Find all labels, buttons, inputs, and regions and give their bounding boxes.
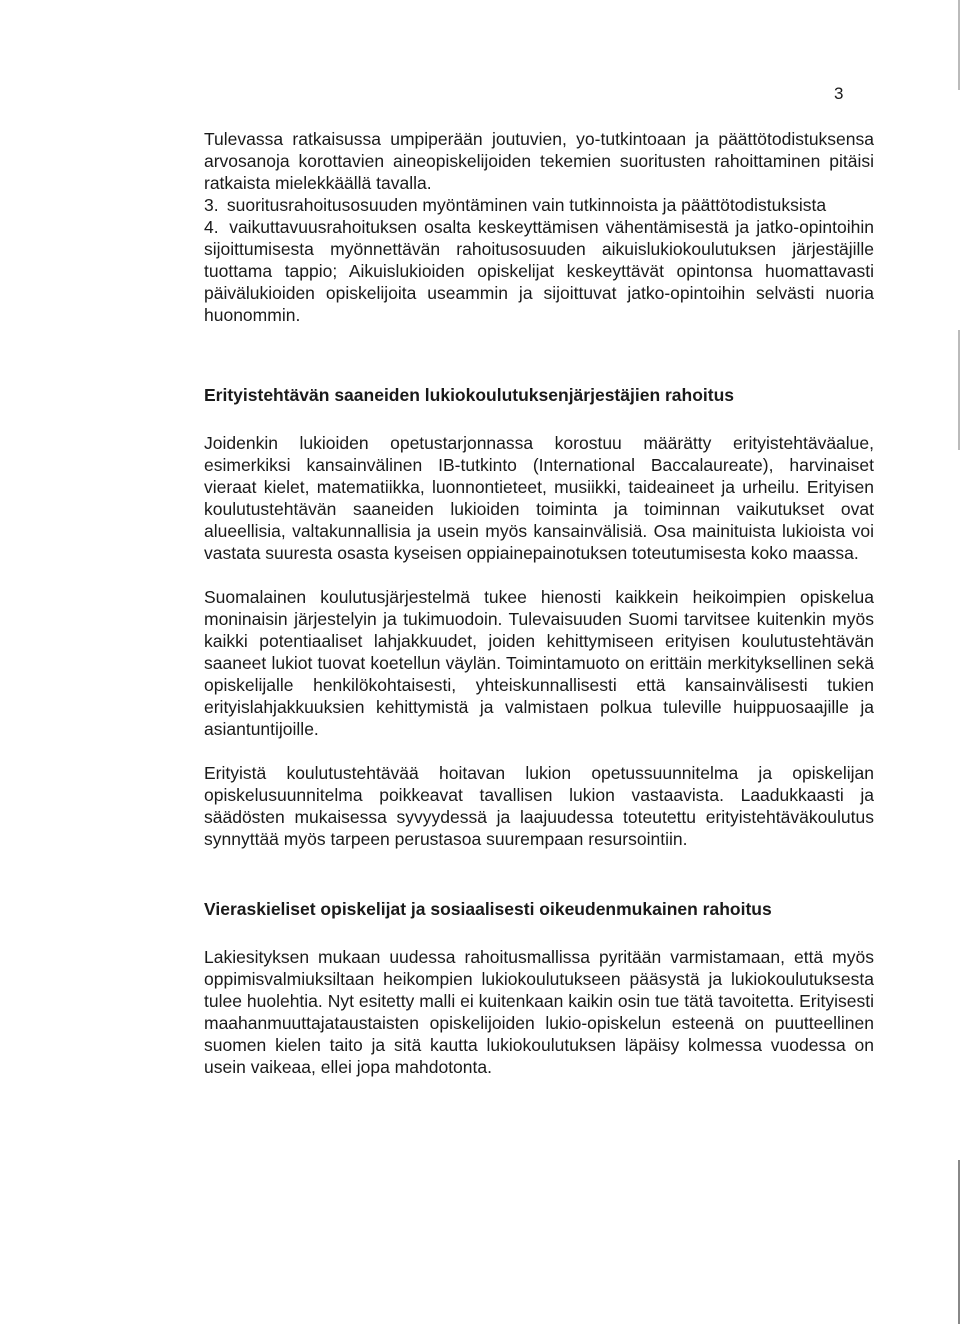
- intro-paragraph: Tulevassa ratkaisussa umpiperään joutuvien, yo-tutkintoaan ja päättötodistuksensa arvosanoja korottavien aineopiskelijoiden tekemien suoritusten rahoittaminen pitäisi ratkaista mielekkäällä tavalla.: [204, 129, 874, 193]
- list-item: [204, 194, 874, 216]
- section-paragraph: Erityistä koulutustehtävää hoitavan lukion opetussuunnitelma ja opiskelijan opiskelusuunnitelma poikkeavat tavallisen lukion vastaavista. Laadukkaasti ja säädösten mukaisessa syvyydessä ja laajuudessa toteutettu erityistehtäväkoulutus synnyttää myös tarpeen perustasoa suurempaan resursointiin.: [204, 763, 874, 849]
- list-item-text: vaikuttavuusrahoituksen osalta keskeyttämisen vähentämisestä ja jatko-opintoihin sijoittumisesta myönnettävän rahoitusosuuden aikuislukiokoulutuksen järjestäjille tuottama tappio; Aikuislukioiden opiskelijat keskeyttävät opintonsa huomattavasti päivälukioiden opiskelijoita useammin ja sijoittuvat jatko-opintoihin selvästi nuoria huonommin.: [204, 217, 875, 325]
- list-item: [204, 216, 874, 326]
- section-paragraph: Joidenkin lukioiden opetustarjonnassa korostuu määrätty erityistehtäväalue, esimerkiksi kansainvälinen IB-tutkinto (International Baccalaureate), harvinaiset vieraat kielet, matematiikka, luonnontieteet, musiikki, taideaineet ja urheilu. Erityisen koulutustehtävän saaneiden lukioiden toiminta ja toiminnan vaikutukset ovat alueellisia, valtakunnallisia ja usein myös kansainvälisiä. Osa mainituista lukioista voi vastata suuresta osasta kyseisen oppiainepainotuksen toteutumisesta koko maassa.: [204, 433, 874, 563]
- section-paragraph: Lakiesityksen mukaan uudessa rahoitusmallissa pyritään varmistamaan, että myös oppimisvalmiuksiltaan heikompien lukiokoulutukseen pääsystä ja lukiokoulutuksesta tulee huolehtia. Nyt esitetty malli ei kuitenkaan kaikin osin tue tätä tavoitetta. Erityisesti maahanmuuttajataustaisten opiskelijoiden lukio-opiskelun esteenä on puutteellinen suomen kielen taito ja sitä kautta lukiokoulutuksen läpäisy kolmessa vuodessa on usein vaikeaa, ellei jopa mahdotonta.: [204, 947, 874, 1077]
- section-heading: Vieraskieliset opiskelijat ja sosiaalisesti oikeudenmukainen rahoitus: [204, 899, 772, 919]
- section-heading: Erityistehtävän saaneiden lukiokoulutuksenjärjestäjien rahoitus: [204, 385, 735, 405]
- section-paragraph: Suomalainen koulutusjärjestelmä tukee hienosti kaikkein heikoimpien opiskelua moninaisin järjestelyin ja tukimuodoin. Tulevaisuuden Suomi tarvitsee kuitenkin myös kaikki potentiaaliset lahjakkuudet, joiden kehittymiseen erityisen koulutustehtävän saaneet lukiot tuovat koetellun väylän. Toimintamuoto on erittäin merkityksellinen sekä opiskelijalle henkilökohtaisesti, yhteiskunnallisesti että kansainvälisesti tukien erityislahjakkuuksien kehittymistä ja valmistaen polkua tuleville huippuosaajille ja asiantuntijoille.: [204, 587, 874, 739]
- list-item-text: suoritusrahoitusosuuden myöntäminen vain tutkinnoista ja päättötodistuksista: [226, 195, 827, 215]
- page-number: 3: [834, 84, 844, 103]
- list-item-number: 3.: [204, 195, 219, 215]
- document-body: [204, 128, 874, 1078]
- list-item-number: 4.: [204, 217, 219, 237]
